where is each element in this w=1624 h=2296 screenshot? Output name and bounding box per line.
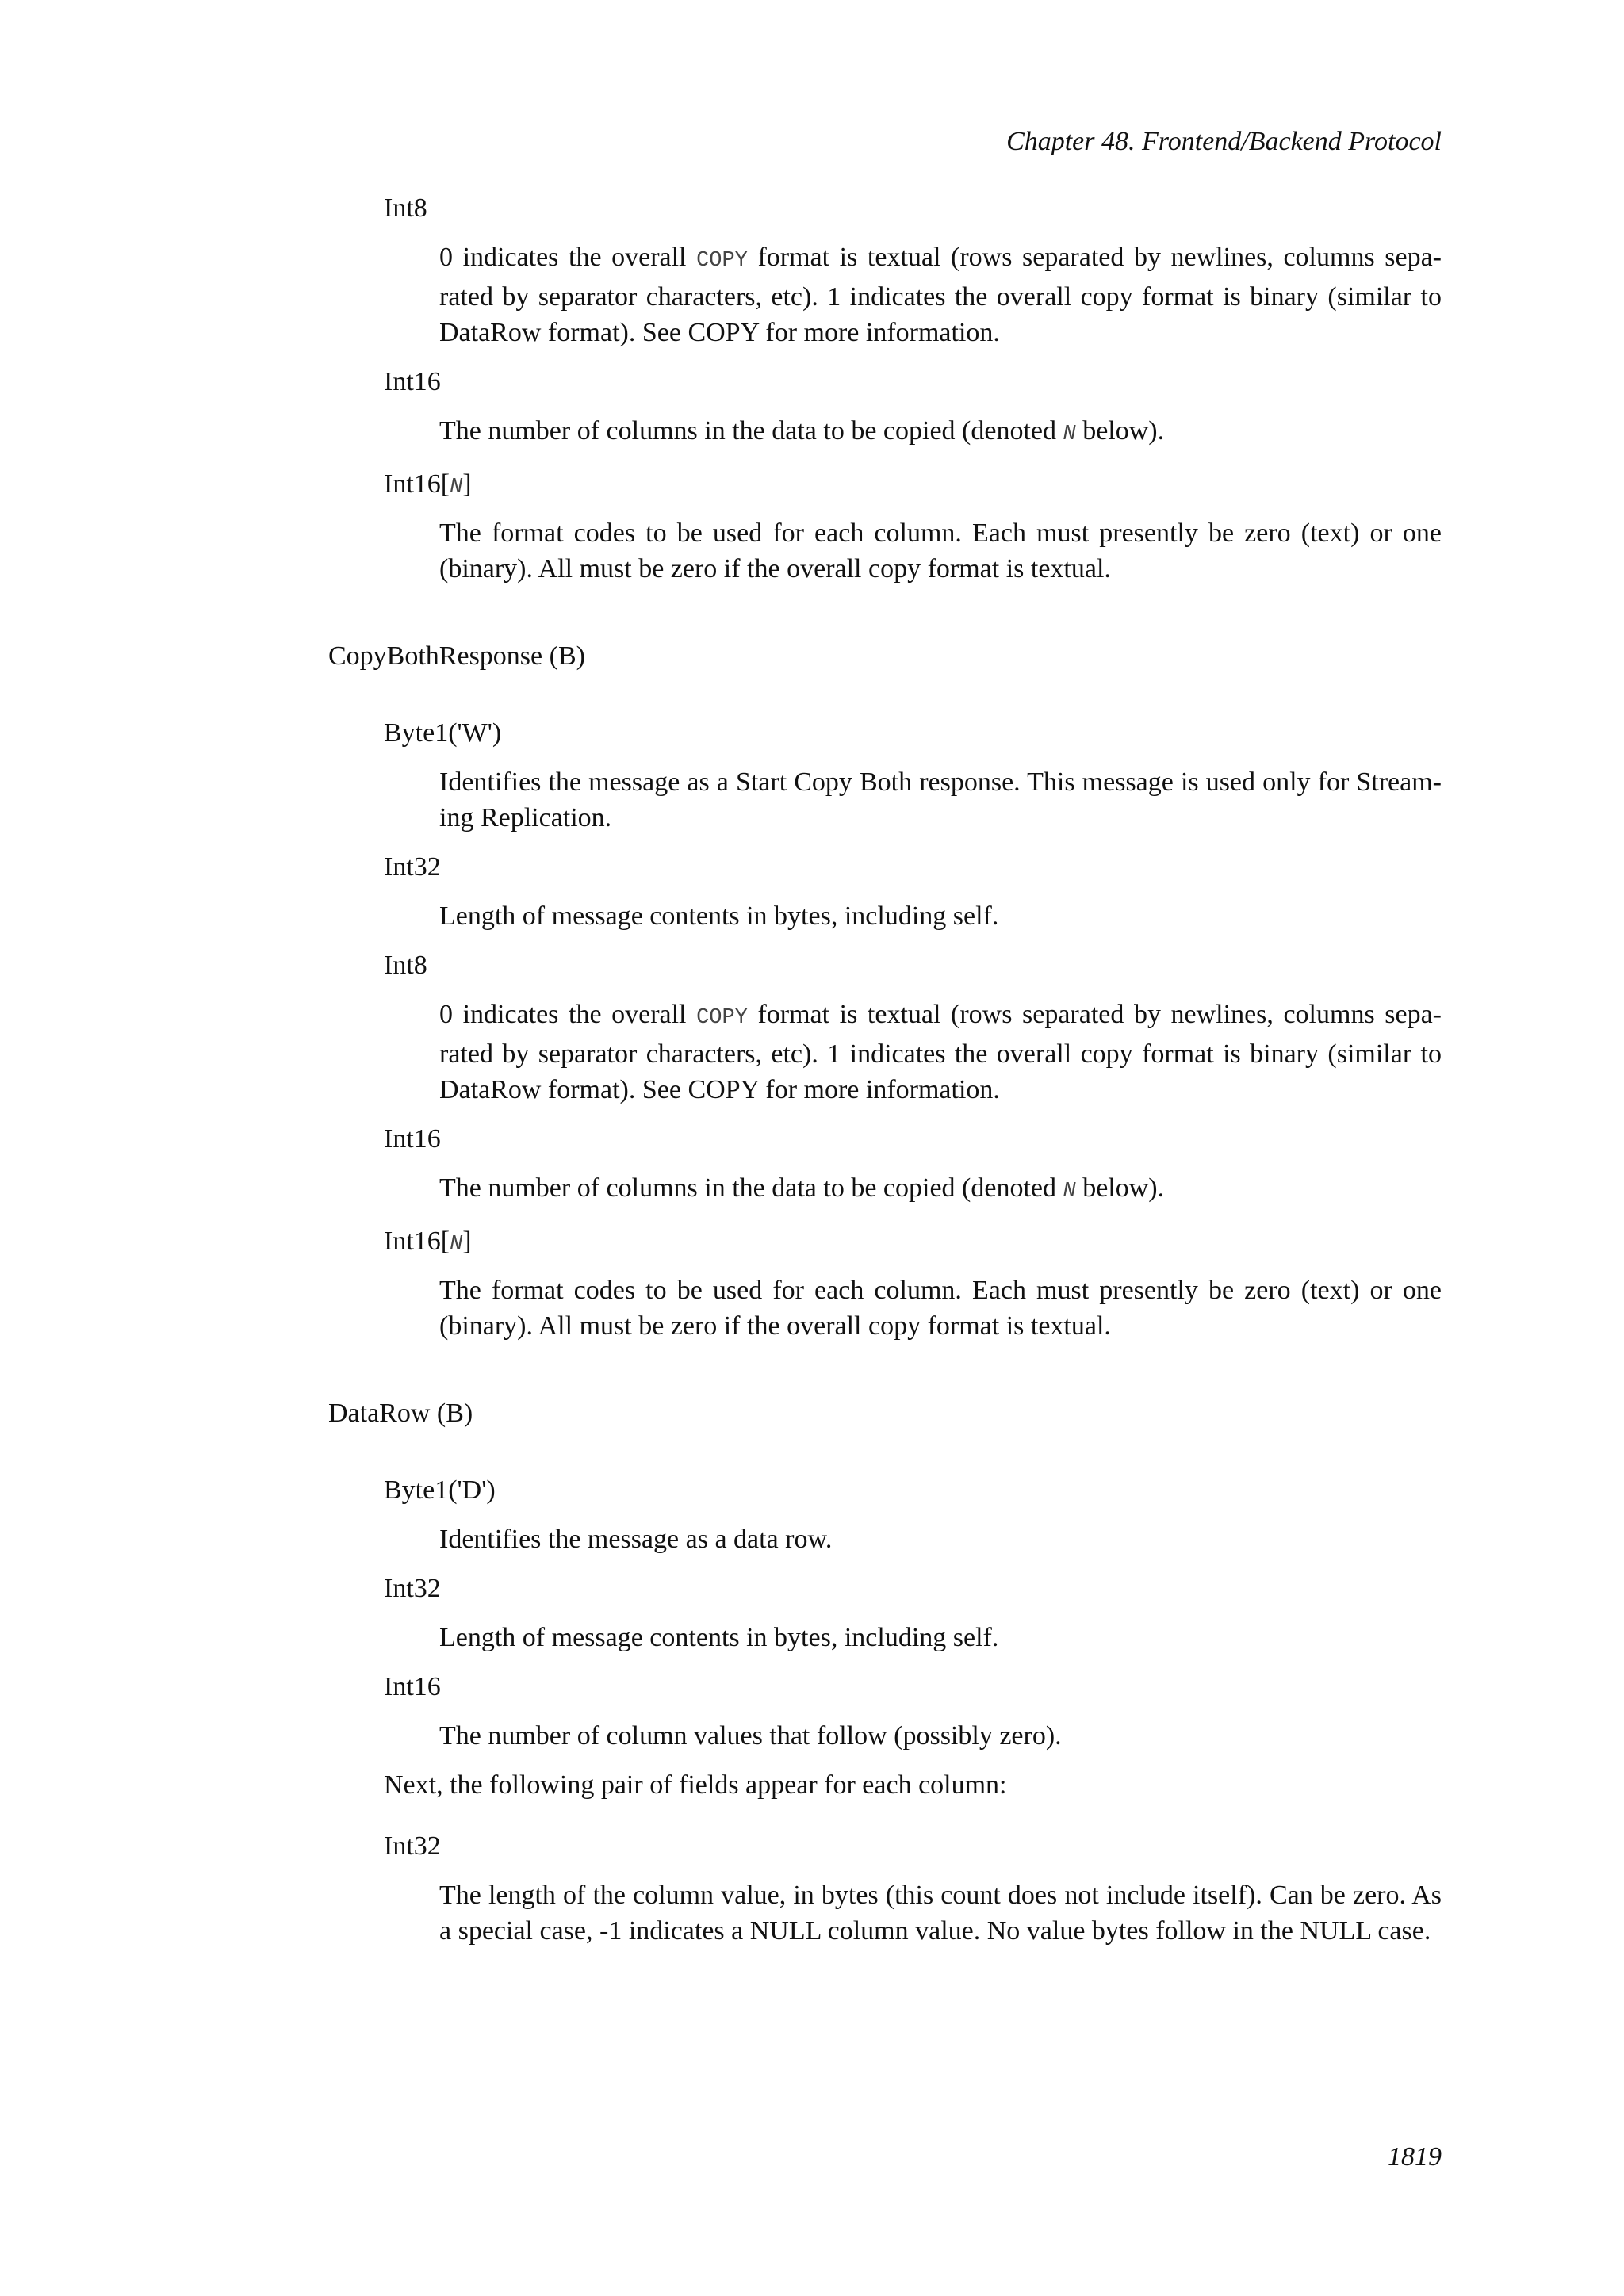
code-variable: N (1063, 1180, 1076, 1203)
description-text: below). (1075, 1173, 1165, 1203)
label-text: ] (462, 1226, 472, 1256)
field-int16-array-description: The format codes to be used for each column. Each must presently be zero (text) or one (binary). All must be zero if the overall copy format is textual. (439, 1276, 1442, 1341)
page-body (328, 190, 1442, 1962)
code-variable: N (450, 476, 463, 499)
description-text: The number of columns in the data to be copied (denoted (439, 1173, 1063, 1203)
message-title-data-row: DataRow (B) (328, 1399, 473, 1428)
label-text: Int16[ (384, 1226, 450, 1256)
field-byte1-label: Byte1('W') (384, 718, 502, 748)
field-int32-label: Int32 (384, 852, 441, 882)
field-int16-array-description: The format codes to be used for each column. Each must presently be zero (text) or one (binary). All must be zero if the overall copy format is textual. (439, 519, 1442, 584)
field-int32-description: Length of message contents in bytes, including self. (439, 901, 999, 931)
description-text: 0 indicates the overall (439, 243, 697, 272)
field-byte1-label: Byte1('D') (384, 1475, 496, 1505)
field-int16-description (439, 413, 1442, 453)
field-int16-description (439, 1170, 1442, 1210)
message-title-copy-both-response: CopyBothResponse (B) (328, 641, 585, 671)
code-variable: N (450, 1233, 463, 1257)
field-int16-description: The number of column values that follow (possibly zero). (439, 1721, 1062, 1751)
label-text: ] (462, 469, 472, 499)
field-int16-label: Int16 (384, 1124, 441, 1154)
field-int16-array-label (384, 1223, 1442, 1259)
field-int32-description: Length of message contents in bytes, including self. (439, 1623, 999, 1652)
description-text: 0 indicates the overall (439, 1000, 697, 1029)
code-literal: COPY (696, 1006, 748, 1030)
description-text: The number of columns in the data to be copied (denoted (439, 416, 1063, 446)
field-byte1-description: Identifies the message as a data row. (439, 1525, 833, 1554)
code-literal: COPY (696, 249, 748, 273)
description-text: format is textual (rows separated by newlines, columns sepa-rated by separator characters, etc). 1 indicates the overall copy format is binary (similar to DataRow format). See COPY for more information. (439, 243, 1442, 347)
field-column-int32-description: The length of the column value, in bytes (this count does not include itself). Can be zero. As a special case, -1 indicates a NULL column value. No value bytes follow in the NULL case. (439, 1881, 1442, 1946)
description-text: below). (1075, 416, 1165, 446)
label-text: Int16[ (384, 469, 450, 499)
running-header: Chapter 48. Frontend/Backend Protocol (1006, 127, 1442, 156)
field-int8-label: Int8 (384, 951, 427, 980)
field-int8-description (439, 997, 1442, 1108)
field-int8-label: Int8 (384, 193, 427, 223)
page-number: 1819 (1388, 2142, 1442, 2172)
description-text: format is textual (rows separated by newlines, columns sepa-rated by separator characters, etc). 1 indicates the overall copy format is binary (similar to DataRow format). See COPY for more information. (439, 1000, 1442, 1104)
field-int16-label: Int16 (384, 367, 441, 396)
field-int8-description (439, 239, 1442, 350)
field-int32-label: Int32 (384, 1574, 441, 1603)
field-column-int32-label: Int32 (384, 1831, 441, 1861)
code-variable: N (1063, 423, 1076, 446)
per-column-intro: Next, the following pair of fields appear for each column: (384, 1770, 1007, 1800)
field-int16-array-label (384, 466, 1442, 502)
field-byte1-description: Identifies the message as a Start Copy Both response. This message is used only for Stream-ing Replication. (439, 767, 1442, 832)
field-int16-label: Int16 (384, 1672, 441, 1701)
